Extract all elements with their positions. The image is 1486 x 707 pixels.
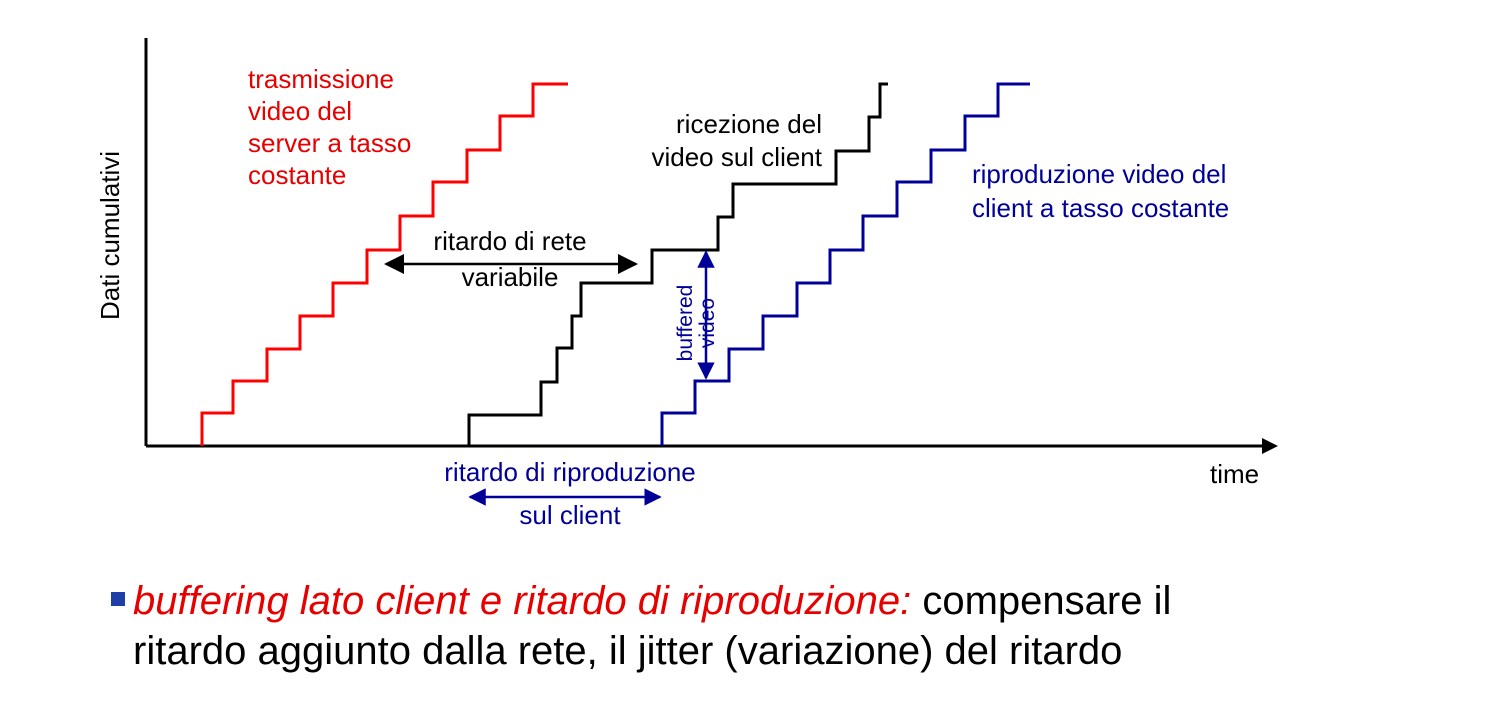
playout-delay-label-line-2: sul client <box>519 500 621 530</box>
buffered-label-line-2: video <box>696 297 719 349</box>
server-label-line-2: video del <box>248 96 353 126</box>
buffered-label-line-1: buffered <box>674 284 697 362</box>
x-axis-arrowhead <box>1262 438 1278 454</box>
y-axis-label: Dati cumulativi <box>95 150 125 320</box>
x-axis-label: time <box>1210 459 1260 489</box>
bullet-square-icon <box>111 592 125 606</box>
caption-line-1 <box>133 576 1171 626</box>
playout-label-line-1: riproduzione video del <box>972 159 1227 189</box>
receive-label-line-2: video sul client <box>651 142 822 172</box>
caption-line-1-rest: compensare il <box>911 579 1172 623</box>
receive-label-line-1: ricezione del <box>676 109 822 139</box>
server-label-line-3: server a tasso <box>248 128 412 158</box>
caption-emphasis: buffering lato client e ritardo di riproduzione: <box>133 579 912 623</box>
server-label-line-1: trasmissione <box>248 64 394 94</box>
playout-delay-label-line-1: ritardo di riproduzione <box>444 457 696 487</box>
server-label-line-4: costante <box>248 160 347 190</box>
network-delay-label-line-1: ritardo di rete <box>433 226 587 256</box>
caption-line-2: ritardo aggiunto dalla rete, il jitter (variazione) del ritardo <box>133 629 1123 673</box>
network-delay-label-line-2: variabile <box>461 262 559 292</box>
caption <box>133 576 1171 676</box>
playout-label-line-2: client a tasso costante <box>972 193 1230 223</box>
